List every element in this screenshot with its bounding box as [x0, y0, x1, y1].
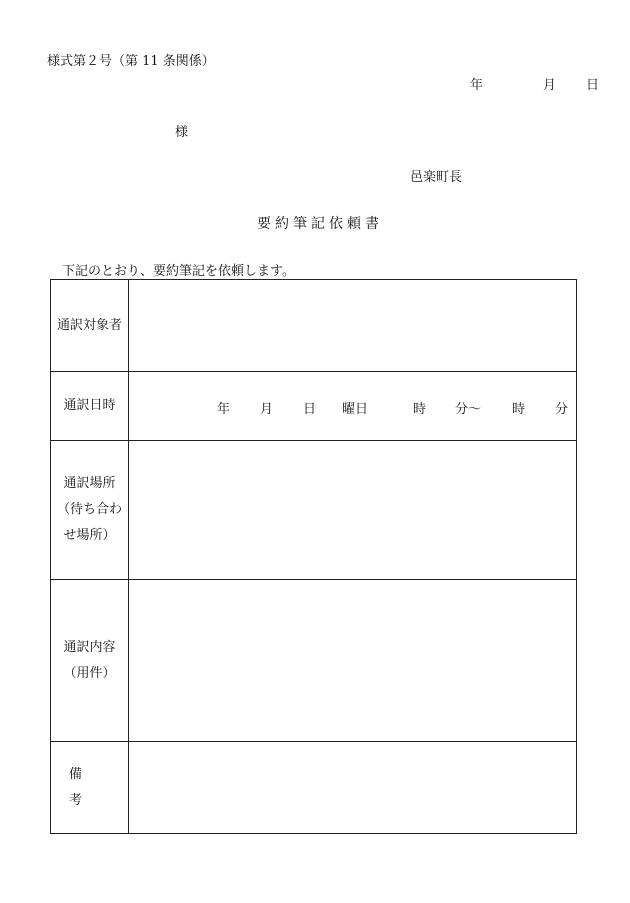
- table-row-recipient: [51, 280, 577, 372]
- form-number: 様式第２号（第 11 条関係）: [47, 54, 215, 69]
- field-datetime[interactable]: [129, 372, 577, 441]
- field-remarks[interactable]: [129, 742, 577, 834]
- label-location: [51, 441, 129, 580]
- field-recipient[interactable]: [129, 280, 577, 372]
- table-row-remarks: [51, 742, 577, 834]
- unit-day: 日: [303, 402, 317, 417]
- date-line: [470, 74, 599, 93]
- intro-text: 下記のとおり、要約筆記を依頼します。: [62, 264, 295, 279]
- table-row-location: [51, 441, 577, 580]
- table-row-datetime: [51, 372, 577, 441]
- unit-weekday: 曜日: [342, 402, 369, 417]
- unit-minute-start: 分〜: [455, 402, 482, 417]
- date-month-unit: 月: [543, 78, 557, 93]
- label-location-line1: 通訳場所: [63, 476, 116, 491]
- label-content-line1: 通訳内容: [63, 639, 116, 655]
- unit-minute-end: 分: [555, 402, 569, 417]
- label-location-line2: （待ち合わ: [56, 502, 122, 517]
- date-year-unit: 年: [470, 78, 484, 93]
- label-content-line2: （用件）: [63, 665, 116, 681]
- table-row-content: [51, 580, 577, 742]
- date-day-unit: 日: [586, 78, 600, 93]
- document-title: 要約筆記依頼書: [257, 216, 383, 232]
- unit-hour-end: 時: [512, 402, 526, 417]
- request-form-table: [50, 279, 577, 834]
- label-remarks: 備考: [51, 742, 129, 834]
- unit-month: 月: [260, 402, 274, 417]
- label-datetime: 通訳日時: [51, 372, 129, 441]
- addressee-suffix: 様: [175, 125, 189, 140]
- field-location[interactable]: [129, 441, 577, 580]
- label-recipient: 通訳対象者: [51, 280, 129, 372]
- unit-hour-start: 時: [413, 402, 427, 417]
- field-content[interactable]: [129, 580, 577, 742]
- sender-name: 邑楽町長: [410, 170, 463, 185]
- unit-year: 年: [217, 402, 231, 417]
- label-location-line3: せ場所）: [63, 528, 116, 543]
- label-content: [51, 580, 129, 742]
